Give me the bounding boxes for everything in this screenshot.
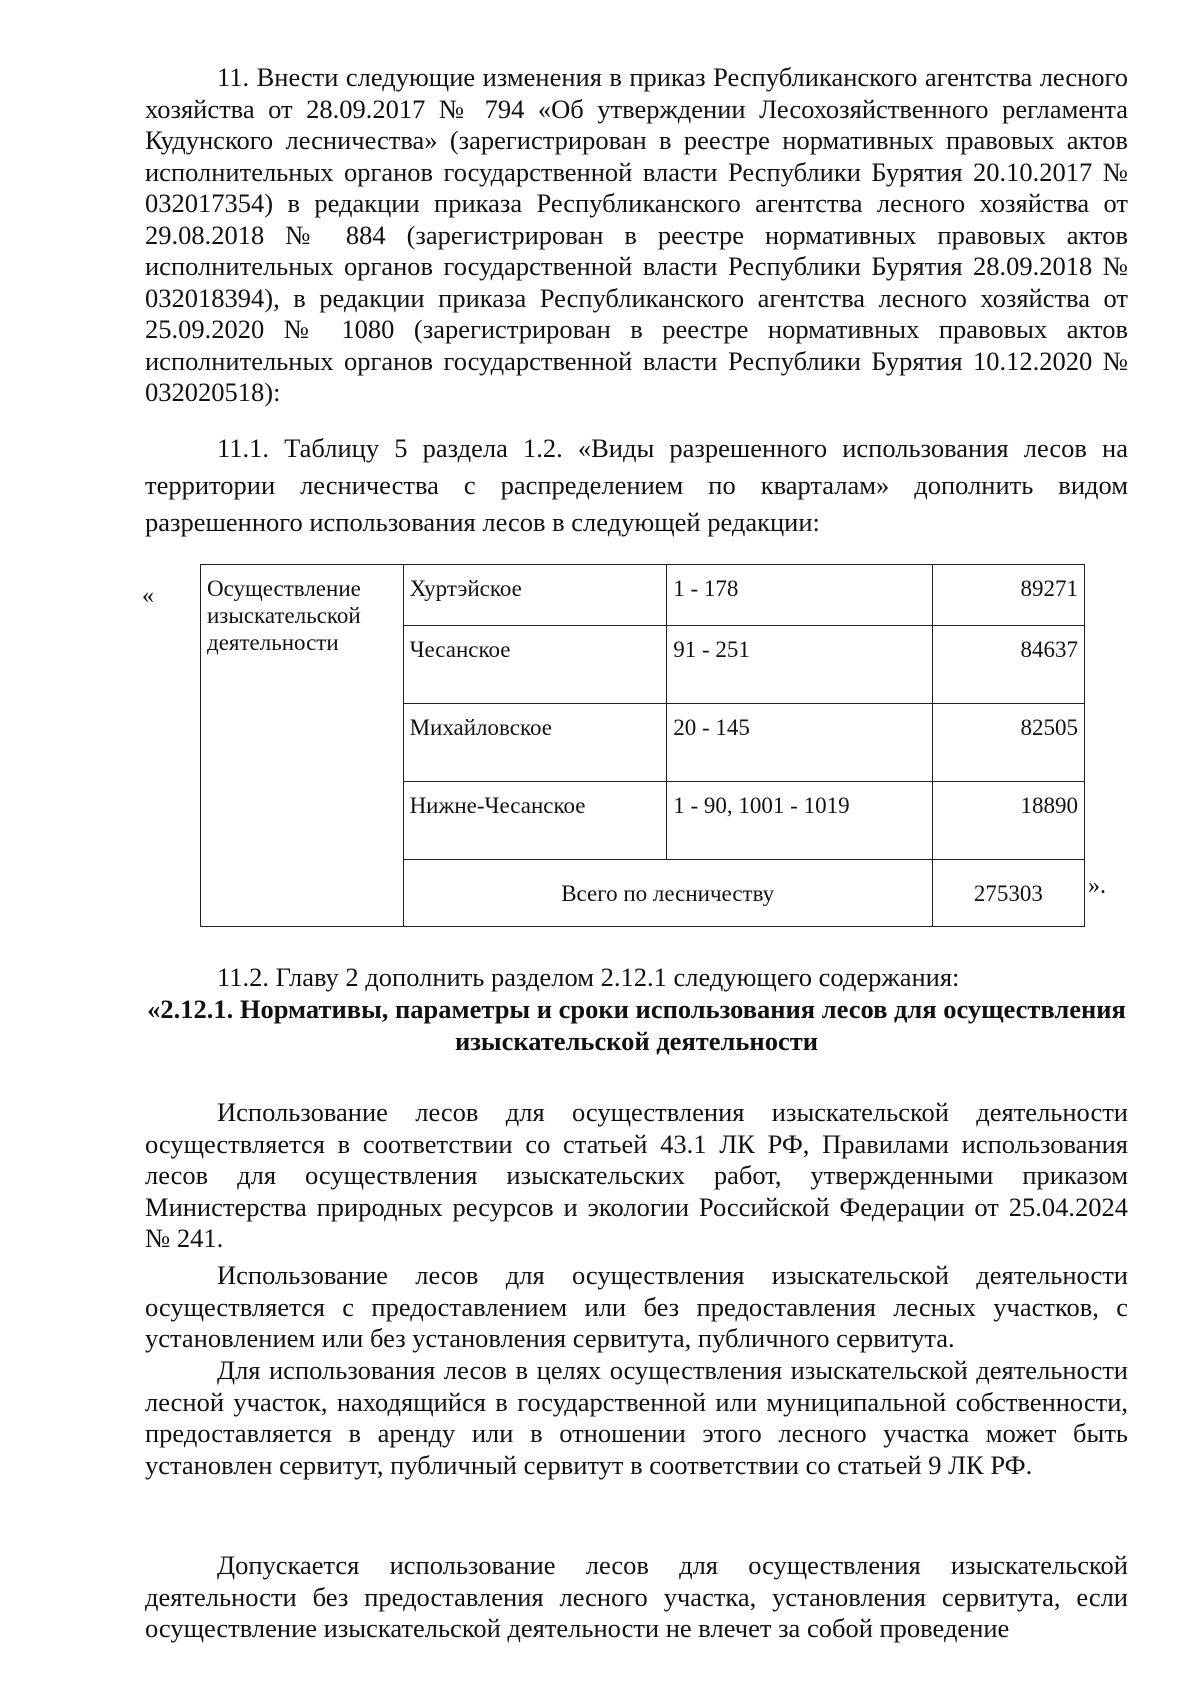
paragraph-11: 11. Внести следующие изменения в приказ Республиканского агентства лесного хозяйства от 28.09.2017 № 794 «Об утверждении Лесохозяйственного регламента Кудунского лесничества» (зарегистрирован в реестре нормативных правовых актов исполнительных органов государственной власти Республики Бурятия 20.10.2017 № 032017354) в редакции приказа Республиканского агентства лесного хозяйства от 29.08.2018 № 884 (зарегистрирован в реестре нормативных правовых актов исполнительных органов государственной власти Республики Бурятия 28.09.2018 № 032018394), в редакции приказа Республиканского агентства лесного хозяйства от 25.09.2020 № 1080 (зарегистрирован в реестре нормативных правовых актов исполнительных органов государственной власти Республики Бурятия 10.12.2020 № 032020518): (145, 62, 1128, 407)
district-cell: Нижне-Чесанское (403, 782, 667, 860)
forest-use-table (200, 564, 1085, 927)
body-paragraph: Использование лесов для осуществления изыскательской деятельности осуществляется с предоставлением или без предоставления лесных участков, с установлением или без установления сервитута, публичного сервитута. (145, 1260, 1128, 1353)
total-label-cell: Всего по лесничеству (403, 860, 932, 927)
paragraph-11-1: 11.1. Таблицу 5 раздела 1.2. «Виды разрешенного использования лесов на территории лесничества с распределением по кварталам» дополнить видом разрешенного использования лесов в следующей редакции: (145, 433, 1128, 537)
section-heading: «2.12.1. Нормативы, параметры и сроки использования лесов для осуществления изыскательской деятельности (147, 994, 1126, 1056)
district-cell: Чесанское (403, 626, 667, 704)
body-paragraph: Для использования лесов в целях осуществления изыскательской деятельности лесной участок, находящийся в государственной или муниципальной собственности, предоставляется в аренду или в отношении этого лесного участка может быть установлен сервитут, публичный сервитут в соответствии со статьей 9 ЛК РФ. (145, 1355, 1128, 1480)
use-kind-cell: Осуществление изыскательской деятельности (201, 565, 404, 927)
quarters-cell: 91 - 251 (667, 626, 933, 704)
body-paragraph: Использование лесов для осуществления изыскательской деятельности осуществляется в соответствии со статьей 43.1 ЛК РФ, Правилами использования лесов для осуществления изыскательских работ, утвержденными приказом Министерства природных ресурсов и экологии Российской Федерации от 25.04.2024 № 241. (145, 1097, 1128, 1253)
quarters-cell: 1 - 178 (667, 565, 933, 626)
area-cell: 84637 (932, 626, 1084, 704)
area-cell: 89271 (932, 565, 1084, 626)
total-value-cell: 275303 (932, 860, 1084, 927)
table-row (201, 565, 1085, 626)
area-cell: 82505 (932, 704, 1084, 782)
quarters-cell: 1 - 90, 1001 - 1019 (667, 782, 933, 860)
area-cell: 18890 (932, 782, 1084, 860)
table-quote-close: ». (1088, 873, 1106, 899)
paragraph-11-2: 11.2. Главу 2 дополнить разделом 2.12.1 следующего содержания: (217, 962, 960, 992)
table-quote-open: « (142, 583, 154, 609)
district-cell: Михайловское (403, 704, 667, 782)
district-cell: Хуртэйское (403, 565, 667, 626)
quarters-cell: 20 - 145 (667, 704, 933, 782)
body-paragraph: Допускается использование лесов для осуществления изыскательской деятельности без предоставления лесного участка, установления сервитута, если осуществление изыскательской деятельности не влечет за собой проведение (145, 1550, 1128, 1643)
